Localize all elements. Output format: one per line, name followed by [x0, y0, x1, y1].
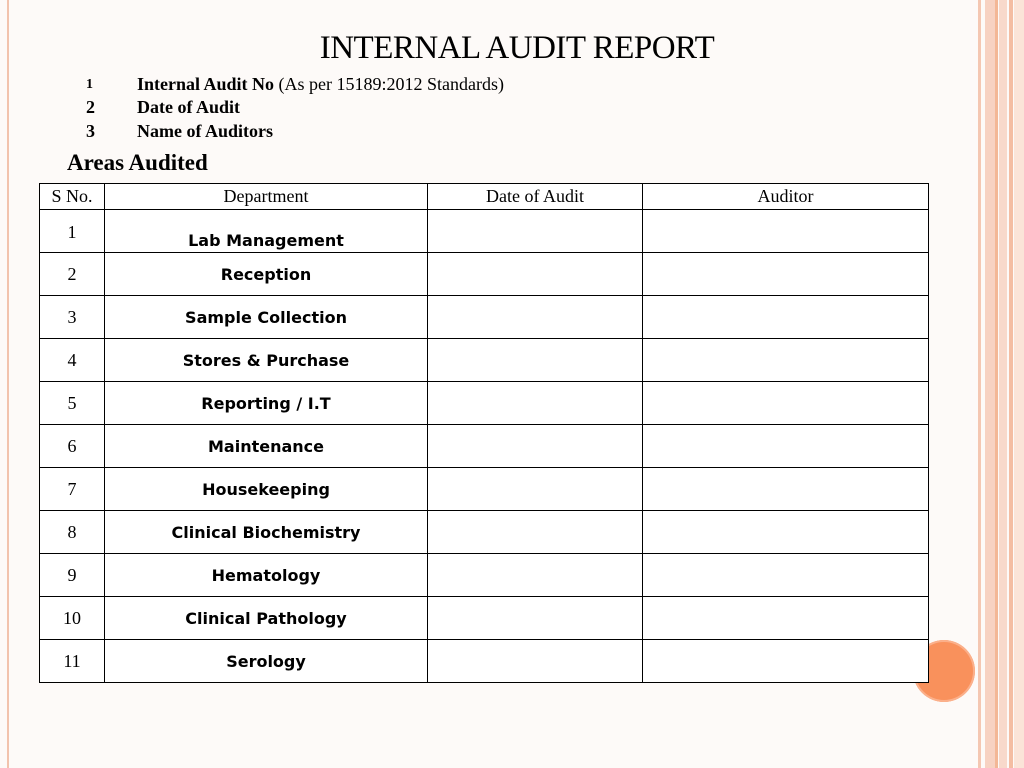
stripe: [1014, 0, 1024, 768]
table-row: [40, 597, 929, 640]
info-note: (As per 15189:2012 Standards): [278, 74, 504, 94]
row-department: Clinical Biochemistry: [105, 511, 428, 554]
row-date-cell[interactable]: [428, 210, 643, 253]
info-label-text: Date of Audit: [137, 97, 240, 117]
row-sno: 7: [40, 468, 105, 511]
row-auditor-cell[interactable]: [643, 296, 929, 339]
row-date-cell[interactable]: [428, 597, 643, 640]
row-date-cell[interactable]: [428, 253, 643, 296]
header-department: Department: [105, 184, 428, 210]
info-number: 3: [86, 121, 95, 141]
audit-table: [39, 183, 929, 683]
header-sno: S No.: [40, 184, 105, 210]
row-sno: 4: [40, 339, 105, 382]
row-sno: 8: [40, 511, 105, 554]
table-row: [40, 511, 929, 554]
row-department: Reporting / I.T: [105, 382, 428, 425]
row-auditor-cell[interactable]: [643, 597, 929, 640]
decorative-stripes: [978, 0, 1024, 768]
info-number: 1: [86, 77, 93, 92]
row-sno: 2: [40, 253, 105, 296]
table-header-row: [40, 184, 929, 210]
row-department: Reception: [105, 253, 428, 296]
row-department: Housekeeping: [105, 468, 428, 511]
table-row: [40, 210, 929, 253]
header-date: Date of Audit: [428, 184, 643, 210]
row-date-cell[interactable]: [428, 554, 643, 597]
row-sno: 1: [40, 210, 105, 253]
row-department: Lab Management: [105, 210, 428, 253]
table-row: [40, 640, 929, 683]
stripe: [995, 0, 998, 768]
info-label: [137, 121, 273, 142]
left-border-rule: [7, 0, 9, 768]
row-sno: 11: [40, 640, 105, 683]
row-date-cell[interactable]: [428, 511, 643, 554]
stripe: [978, 0, 981, 768]
row-date-cell[interactable]: [428, 296, 643, 339]
table-row: [40, 554, 929, 597]
row-auditor-cell[interactable]: [643, 210, 929, 253]
row-department: Maintenance: [105, 425, 428, 468]
row-auditor-cell[interactable]: [643, 468, 929, 511]
row-date-cell[interactable]: [428, 339, 643, 382]
stripe: [985, 0, 995, 768]
table-row: [40, 339, 929, 382]
row-sno: 3: [40, 296, 105, 339]
row-date-cell[interactable]: [428, 425, 643, 468]
row-auditor-cell[interactable]: [643, 554, 929, 597]
row-department: Clinical Pathology: [105, 597, 428, 640]
info-number: 2: [86, 97, 95, 117]
row-auditor-cell[interactable]: [643, 511, 929, 554]
row-auditor-cell[interactable]: [643, 640, 929, 683]
stripe: [1009, 0, 1013, 768]
row-sno: 5: [40, 382, 105, 425]
row-auditor-cell[interactable]: [643, 382, 929, 425]
info-label-text: Internal Audit No: [137, 74, 275, 94]
info-label: [137, 74, 504, 95]
table-row: [40, 468, 929, 511]
row-auditor-cell[interactable]: [643, 425, 929, 468]
info-label-text: Name of Auditors: [137, 121, 273, 141]
row-department: Hematology: [105, 554, 428, 597]
row-department: Sample Collection: [105, 296, 428, 339]
areas-heading: Areas Audited: [67, 150, 208, 175]
row-auditor-cell[interactable]: [643, 339, 929, 382]
table-row: [40, 382, 929, 425]
stripe: [999, 0, 1007, 768]
info-label: [137, 97, 240, 118]
row-date-cell[interactable]: [428, 468, 643, 511]
row-department: Serology: [105, 640, 428, 683]
header-auditor: Auditor: [643, 184, 929, 210]
table-row: [40, 425, 929, 468]
row-department: Stores & Purchase: [105, 339, 428, 382]
row-date-cell[interactable]: [428, 640, 643, 683]
row-date-cell[interactable]: [428, 382, 643, 425]
table-row: [40, 253, 929, 296]
row-sno: 10: [40, 597, 105, 640]
row-auditor-cell[interactable]: [643, 253, 929, 296]
row-sno: 9: [40, 554, 105, 597]
row-sno: 6: [40, 425, 105, 468]
page-title: INTERNAL AUDIT REPORT: [319, 30, 715, 66]
table-row: [40, 296, 929, 339]
